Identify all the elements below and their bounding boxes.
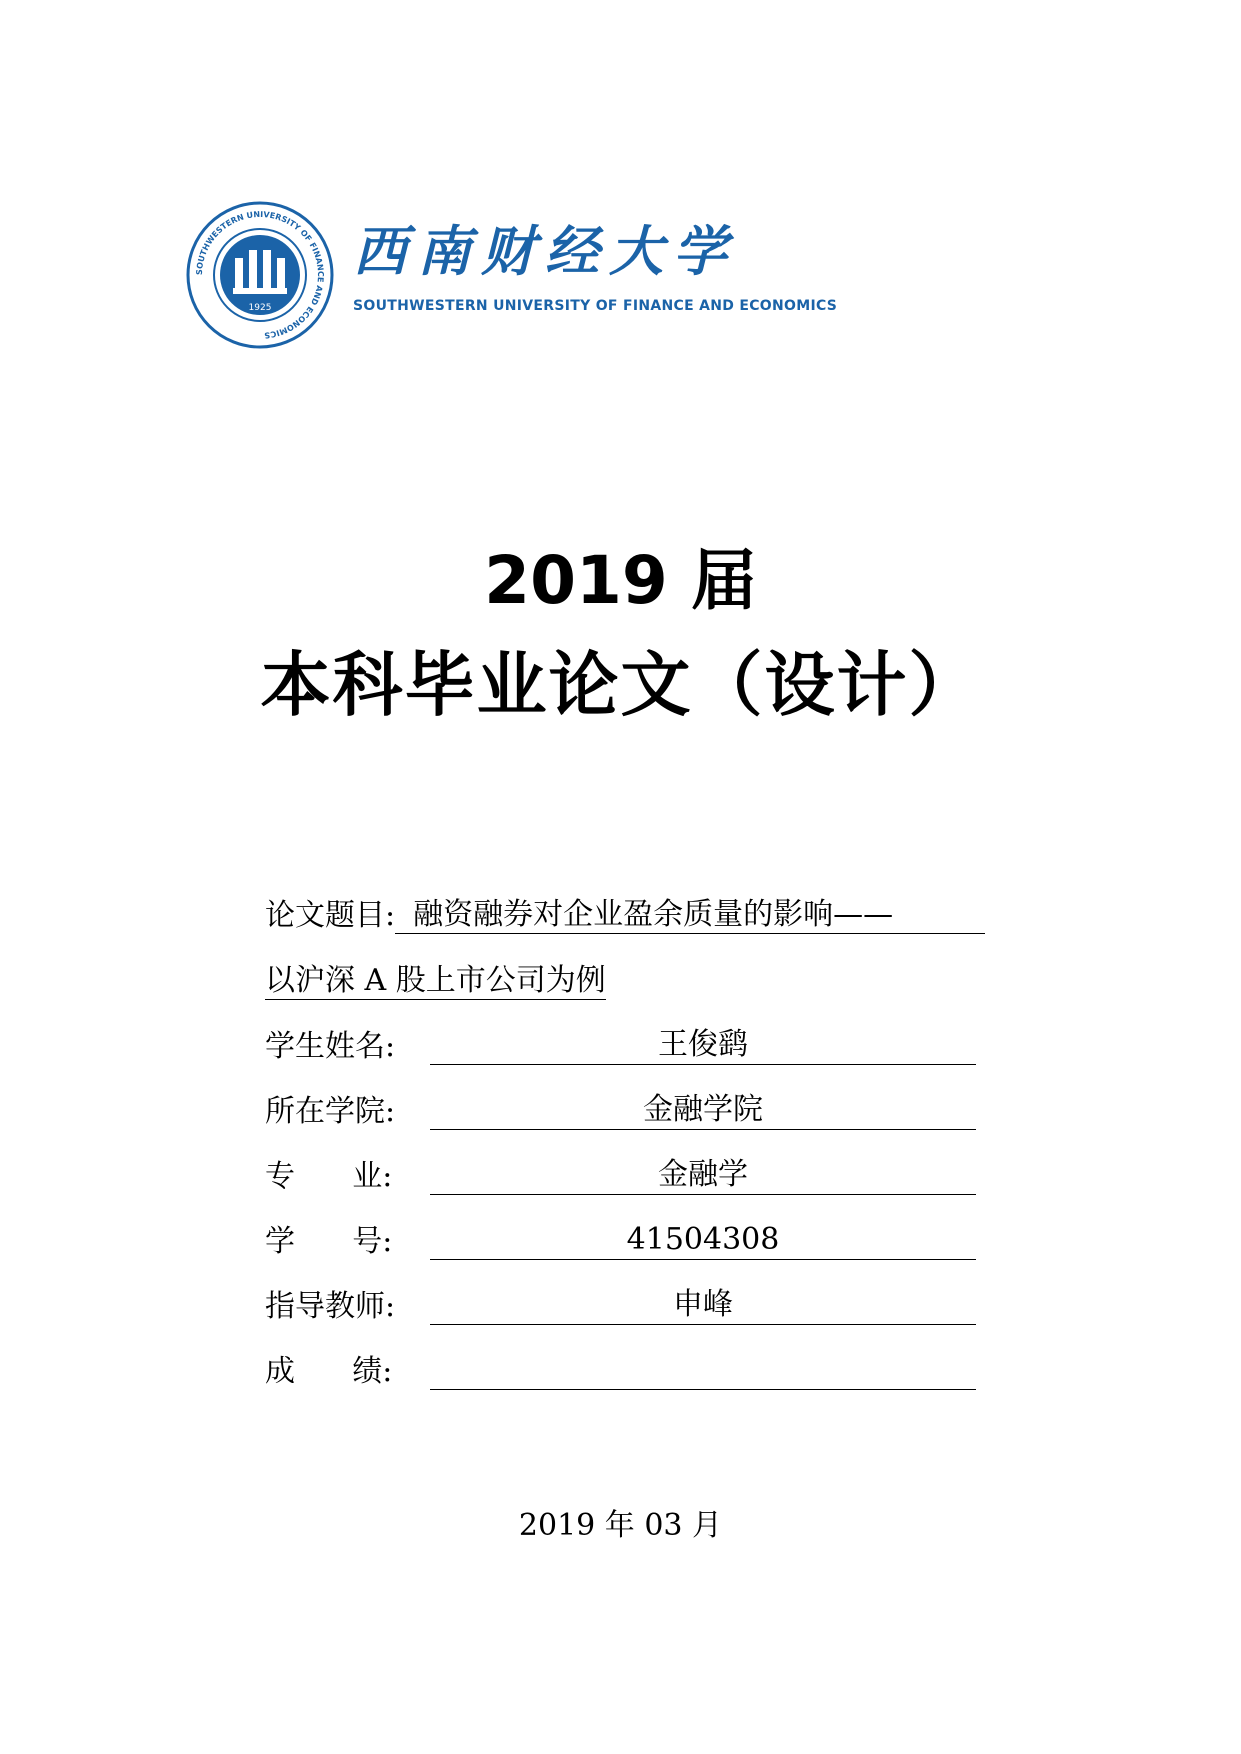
student-name-label: 学生姓名: xyxy=(265,1028,396,1064)
graduation-year-title: 2019 届 xyxy=(484,542,757,619)
grade-row xyxy=(265,1325,985,1390)
thesis-title-line1: 融资融券对企业盈余质量的影响—— xyxy=(395,896,985,935)
university-seal-icon xyxy=(185,200,335,350)
cover-main-title: 本科毕业论文（设计） xyxy=(260,644,981,726)
seal-ring-text: SOUTHWESTERN UNIVERSITY OF FINANCE AND ECONOMICS xyxy=(194,209,326,340)
college-value: 金融学院 xyxy=(430,1091,976,1130)
university-logo xyxy=(185,200,838,350)
student-name-value: 王俊鹞 xyxy=(430,1026,976,1065)
thesis-info-form xyxy=(265,868,985,1390)
advisor-value: 申峰 xyxy=(430,1286,976,1325)
thesis-title-row-2 xyxy=(265,934,985,1000)
major-value: 金融学 xyxy=(430,1156,976,1195)
grade-value xyxy=(430,1351,976,1390)
student-id-label: 学 号: xyxy=(265,1223,393,1259)
student-id-row xyxy=(265,1195,985,1260)
thesis-title-line2: 以沪深 A 股上市公司为例 xyxy=(265,962,606,1001)
university-name-en: SOUTHWESTERN UNIVERSITY OF FINANCE AND ECONOMICS xyxy=(353,298,838,314)
seal-year: 1925 xyxy=(248,303,272,313)
advisor-row xyxy=(265,1260,985,1325)
advisor-label: 指导教师: xyxy=(265,1288,396,1324)
student-name-row xyxy=(265,1000,985,1065)
college-label: 所在学院: xyxy=(265,1093,396,1129)
major-row xyxy=(265,1130,985,1195)
student-id-value: 41504308 xyxy=(430,1221,976,1260)
thesis-title-label: 论文题目: xyxy=(265,898,396,933)
college-row xyxy=(265,1065,985,1130)
submission-date: 2019 年 03 月 xyxy=(518,1508,723,1543)
university-name-cn: 西南财经大学 xyxy=(353,219,737,283)
major-label: 专 业: xyxy=(265,1158,393,1194)
grade-label: 成 绩: xyxy=(265,1353,393,1389)
thesis-title-row xyxy=(265,868,985,934)
